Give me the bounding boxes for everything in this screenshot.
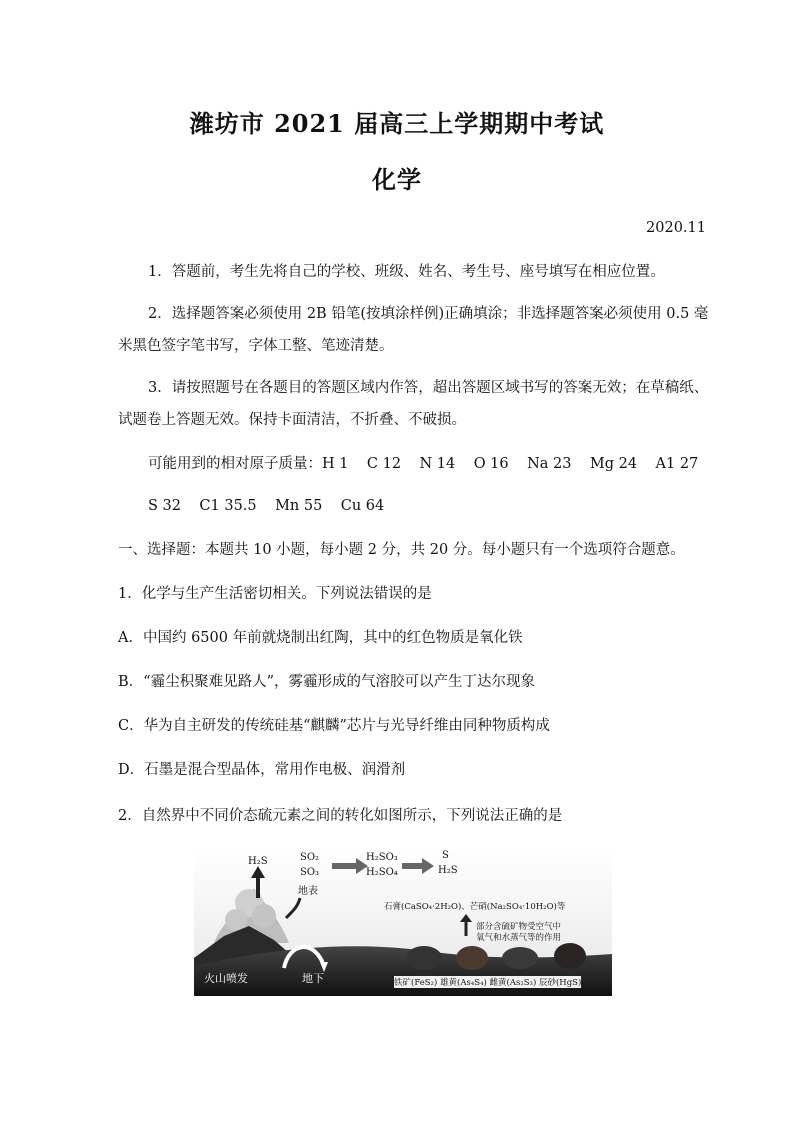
label-so3: SO₃	[300, 867, 320, 878]
instruction-3-cont: 试题卷上答题无效。保持卡面清洁，不折叠、不破损。	[118, 412, 466, 428]
instruction-3: 3．请按照题号在各题目的答题区域内作答，超出答题区域书写的答案无效；在草稿纸、	[148, 380, 709, 396]
section-heading: 一、选择题：本题共 10 小题，每小题 2 分，共 20 分。每小题只有一个选项符合题意。	[118, 542, 685, 558]
label-surface: 地表	[298, 886, 318, 897]
question-2-stem: 2．自然界中不同价态硫元素之间的转化如图所示，下列说法正确的是	[118, 808, 563, 824]
atomic-masses-line2: S 32 C1 35.5 Mn 55 Cu 64	[148, 498, 385, 514]
label-gypsum: 石膏(CaSO₄·2H₂O)、芒硝(Na₂SO₄·10H₂O)等	[384, 902, 566, 912]
question-1-option-c: C．华为自主研发的传统硅基“麒麟”芯片与光导纤维由同种物质构成	[118, 718, 550, 734]
mineral-orpiment	[502, 947, 538, 969]
instruction-1: 1．答题前，考生先将自己的学校、班级、姓名、考生号、座号填写在相应位置。	[148, 264, 665, 280]
question-1-option-a: A．中国约 6500 年前就烧制出红陶，其中的红色物质是氧化铁	[118, 630, 523, 646]
question-1-option-d: D．石墨是混合型晶体，常用作电极、润滑剂	[118, 762, 406, 778]
label-minerals: 铁矿(FeS₂) 雄黄(As₄S₄) 雌黄(As₂S₃) 辰砂(HgS)	[394, 978, 582, 988]
label-h2s-right: H₂S	[438, 865, 458, 876]
exam-date: 2020.11	[646, 220, 706, 236]
instruction-2-cont: 米黑色签字笔书写，字体工整、笔迹清楚。	[118, 338, 394, 354]
subject-title: 化学	[372, 165, 422, 194]
sulfur-cycle-figure	[194, 848, 612, 996]
label-note-1: 部分含硫矿物受空气中	[476, 922, 562, 932]
label-so2: SO₂	[300, 852, 320, 863]
label-volcano: 火山喷发	[204, 972, 248, 985]
label-h2so4: H₂SO₄	[366, 867, 398, 878]
label-underground: 地下	[302, 972, 324, 985]
label-s: S	[442, 850, 449, 861]
mineral-pyrite	[406, 946, 442, 970]
atomic-masses-line1: 可能用到的相对原子质量：H 1 C 12 N 14 O 16 Na 23 Mg 24 A1 27	[148, 456, 699, 472]
exam-title: 潍坊市 2021 届高三上学期期中考试	[189, 109, 605, 138]
label-h2so3: H₂SO₃	[366, 852, 398, 863]
label-h2s-top: H₂S	[248, 856, 268, 867]
mineral-realgar	[456, 946, 488, 970]
question-1-option-b: B．“霾尘积聚难见路人”，雾霾形成的气溶胶可以产生丁达尔现象	[118, 674, 535, 690]
instruction-2: 2．选择题答案必须使用 2B 铅笔(按填涂样例)正确填涂；非选择题答案必须使用 0.5 毫	[148, 306, 709, 322]
label-note-2: 氧气和水蒸气等的作用	[476, 933, 562, 943]
mineral-cinnabar	[554, 943, 586, 969]
question-1-stem: 1．化学与生产生活密切相关。下列说法错误的是	[118, 586, 432, 602]
